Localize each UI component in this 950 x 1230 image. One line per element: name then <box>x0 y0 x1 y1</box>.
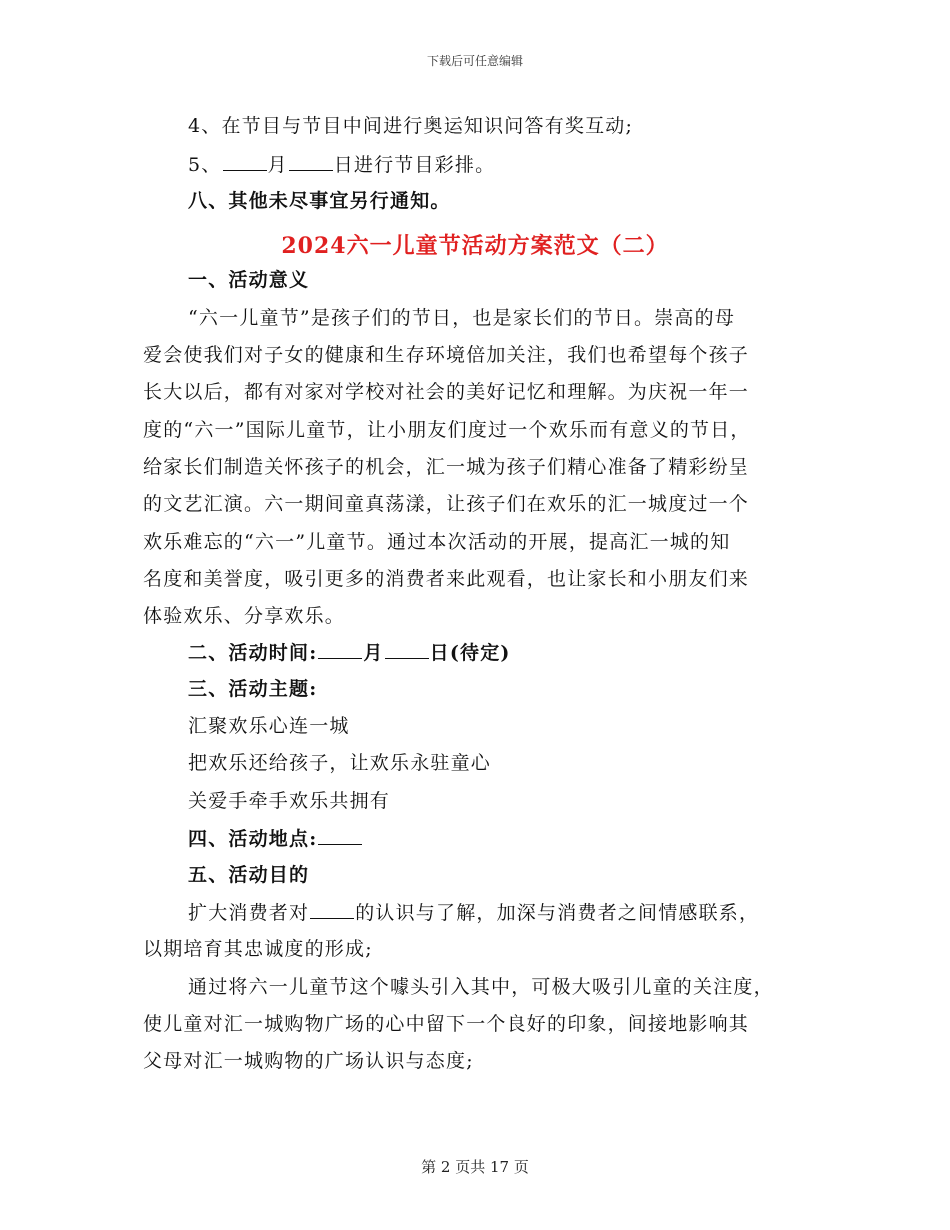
section1-line: 度的“六一”国际儿童节，让小朋友们度过一个欢乐而有意义的节日， <box>143 419 751 441</box>
item-5 <box>188 152 495 177</box>
section5-para1-line <box>188 900 759 925</box>
section4-heading <box>188 826 363 851</box>
section4-label: 四、活动地点: <box>188 828 318 850</box>
item-5-number: 5、 <box>188 154 222 176</box>
section1-heading: 一、活动意义 <box>188 269 310 291</box>
page-header: 下载后可任意编辑 <box>426 54 523 68</box>
page-footer: 第 2 页共 17 页 <box>421 1158 529 1176</box>
section1-line: 长大以后，都有对家对学校对社会的美好记忆和理解。为庆祝一年一 <box>143 381 750 403</box>
section3-heading: 三、活动主题: <box>188 678 318 700</box>
section5-para2-line: 使儿童对汇一城购物广场的心中留下一个良好的印象，间接地影响其 <box>143 1013 750 1035</box>
section2-month: 月 <box>363 642 384 664</box>
item-4: 4、在节目与节目中间进行奥运知识问答有奖互动; <box>188 115 634 137</box>
item-5-rest: 日进行节目彩排。 <box>333 154 496 176</box>
theme-item: 关爱手牵手欢乐共拥有 <box>188 790 391 812</box>
section1-line: 体验欢乐、分享欢乐。 <box>143 605 346 627</box>
month-blank <box>223 152 267 171</box>
section1-line: 给家长们制造关怀孩子的机会，汇一城为孩子们精心准备了精彩纷呈 <box>143 456 750 478</box>
item-8-heading: 八、其他未尽事宜另行通知。 <box>188 190 451 212</box>
item-5-month: 月 <box>267 154 288 176</box>
section5-text: 扩大消费者对 <box>188 902 310 924</box>
time-day-blank <box>385 640 429 659</box>
brand-blank <box>310 900 354 919</box>
theme-item: 把欢乐还给孩子，让欢乐永驻童心 <box>188 752 492 774</box>
section1-line: 的文艺汇演。六一期间童真荡漾，让孩子们在欢乐的汇一城度过一个 <box>143 493 750 515</box>
section1-line: 欢乐难忘的“六一”儿童节。通过本次活动的开展，提高汇一城的知 <box>143 531 731 553</box>
section2-suffix: 日(待定) <box>429 642 511 664</box>
section5-heading: 五、活动目的 <box>188 864 310 886</box>
document-title: 2024六一儿童节活动方案范文（二） <box>281 233 669 259</box>
section2-heading <box>188 640 511 665</box>
time-month-blank <box>318 640 362 659</box>
section5-para2-line: 通过将六一儿童节这个噱头引入其中，可极大吸引儿童的关注度， <box>188 976 774 998</box>
section5-para2-line: 父母对汇一城购物的广场认识与态度; <box>143 1050 474 1072</box>
location-blank <box>318 826 362 845</box>
section1-line: 爱会使我们对子女的健康和生存环境倍加关注，我们也希望每个孩子 <box>143 344 750 366</box>
section5-text: 的认识与了解，加深与消费者之间情感联系， <box>355 902 760 924</box>
theme-item: 汇聚欢乐心连一城 <box>188 715 350 737</box>
section5-para1-line: 以期培育其忠诚度的形成; <box>143 938 373 960</box>
day-blank <box>289 152 333 171</box>
section2-prefix: 二、活动时间: <box>188 642 318 664</box>
section1-line: “六一儿童节”是孩子们的节日，也是家长们的节日。崇高的母 <box>188 307 736 329</box>
section1-line: 名度和美誉度，吸引更多的消费者来此观看，也让家长和小朋友们来 <box>143 568 750 590</box>
